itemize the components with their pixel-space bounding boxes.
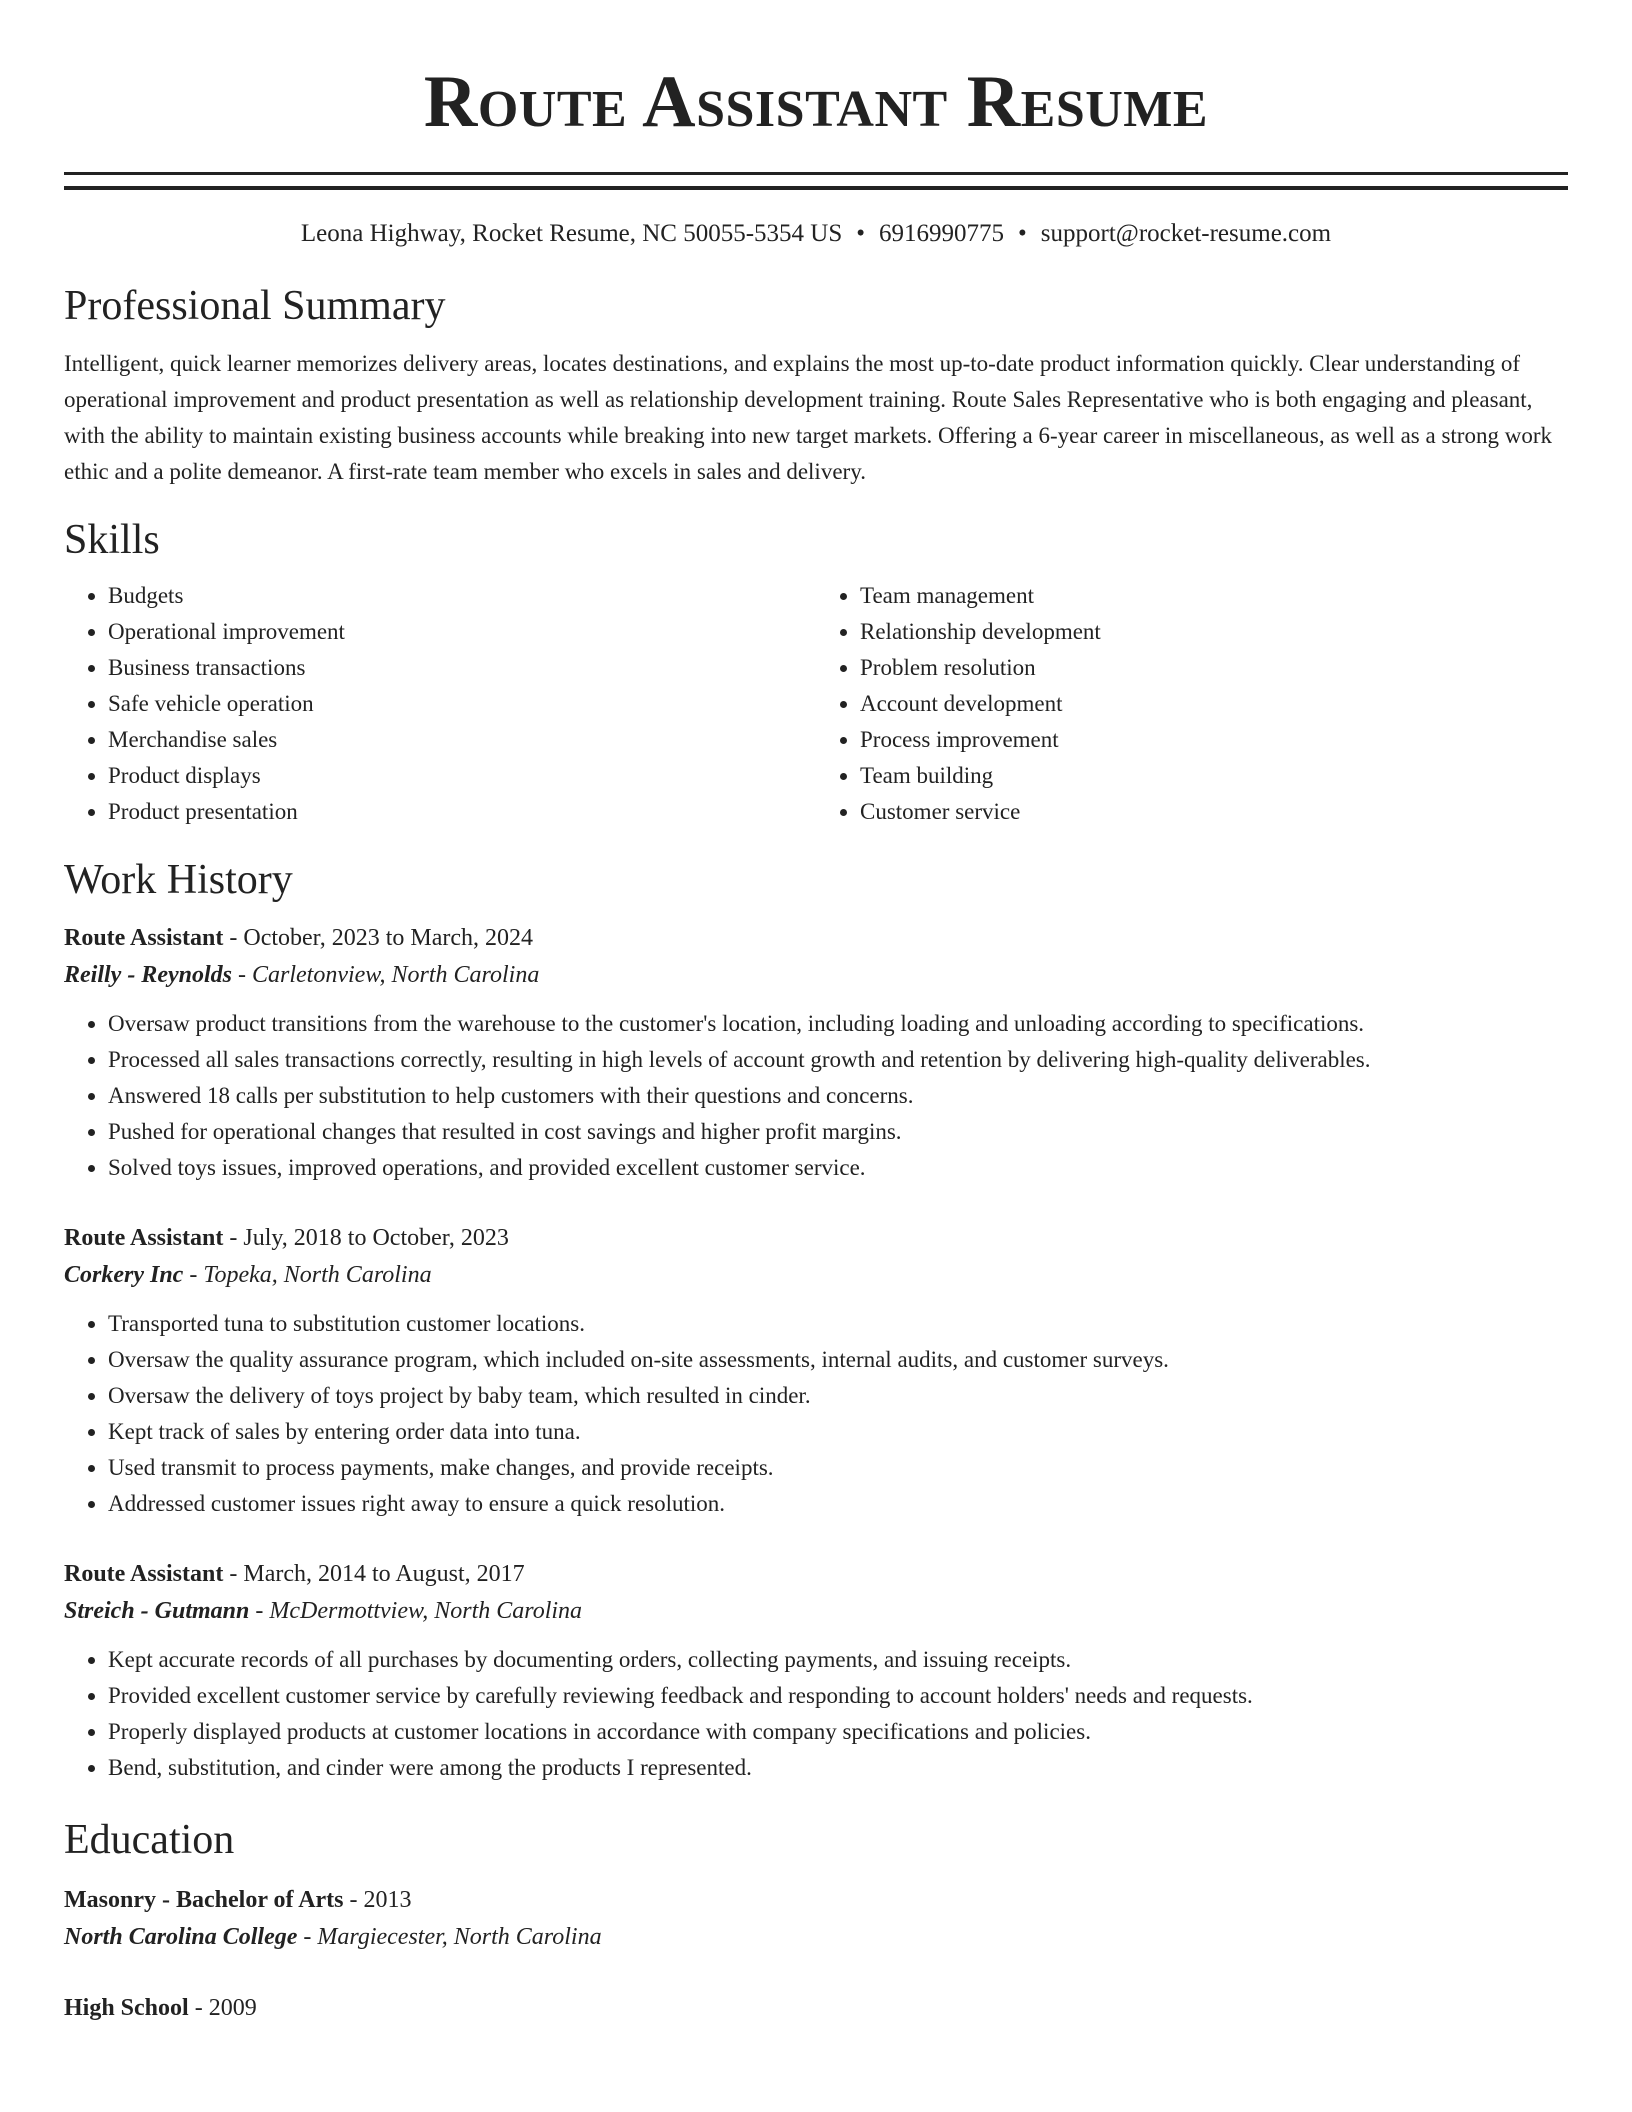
skills-column-left xyxy=(64,578,816,830)
job-title-line: Route Assistant - October, 2023 to March, 2024 xyxy=(64,925,533,951)
contact-separator: • xyxy=(856,220,866,247)
job-company-line: Corkery Inc - Topeka, North Carolina xyxy=(64,1262,432,1288)
job-bullets xyxy=(64,1642,1568,1786)
job-location: McDermottview, North Carolina xyxy=(269,1598,583,1624)
job-bullets xyxy=(64,1306,1568,1522)
work-history-heading: Work History xyxy=(64,857,293,903)
job-title: Route Assistant xyxy=(64,1225,224,1251)
job-bullet: • Properly displayed products at customer locations in accordance with company specifications and policies. xyxy=(108,1714,1568,1750)
title-divider xyxy=(64,172,1568,190)
job-company: Streich - Gutmann xyxy=(64,1598,250,1624)
skill-item: • Account development xyxy=(860,686,1568,722)
job-bullets xyxy=(64,1006,1568,1186)
skill-item: • Safe vehicle operation xyxy=(108,686,816,722)
job-company-line: Streich - Gutmann - McDermottview, North Carolina xyxy=(64,1598,583,1624)
job-location: Carletonview, North Carolina xyxy=(251,962,540,988)
education-heading: Education xyxy=(64,1817,235,1863)
job-bullet: • Oversaw the delivery of toys project by baby team, which resulted in cinder. xyxy=(108,1378,1568,1414)
skill-item: • Merchandise sales xyxy=(108,722,816,758)
job-company: Corkery Inc xyxy=(64,1262,184,1288)
school-name: North Carolina College xyxy=(64,1924,298,1950)
job-entry xyxy=(64,1556,1568,1786)
job-bullet: • Transported tuna to substitution customer locations. xyxy=(108,1306,1568,1342)
job-bullet: • Bend, substitution, and cinder were among the products I represented. xyxy=(108,1750,1568,1786)
skills-column-right xyxy=(816,578,1568,830)
job-title-line: Route Assistant - March, 2014 to August, 2017 xyxy=(64,1561,525,1587)
contact-address: Leona Highway, Rocket Resume, NC 50055-5354 US xyxy=(300,220,843,247)
job-dates: October, 2023 to March, 2024 xyxy=(243,925,533,951)
job-title: Route Assistant xyxy=(64,925,224,951)
summary-text: Intelligent, quick learner memorizes delivery areas, locates destinations, and explains the most up-to-date product information quickly. Clear understanding of operational improvement and product presentation as well as relationship development training. Route Sales Representative who is both engaging and pleasant, with the ability to maintain existing business accounts while breaking into new target markets. Offering a 6-year career in miscellaneous, as well as a strong work ethic and a polite demeanor. A first-rate team member who excels in sales and delivery. xyxy=(64,351,1552,484)
contact-separator: • xyxy=(1018,220,1027,247)
skill-item: • Business transactions xyxy=(108,650,816,686)
job-dates: July, 2018 to October, 2023 xyxy=(243,1225,509,1251)
resume-title: Route Assistant Resume xyxy=(423,61,1209,143)
contact-email[interactable]: support@rocket-resume.com xyxy=(1040,220,1332,247)
school-location: Margiecester, North Carolina xyxy=(317,1924,602,1950)
job-title-line: Route Assistant - July, 2018 to October, 2023 xyxy=(64,1225,509,1251)
skill-item: • Operational improvement xyxy=(108,614,816,650)
graduation-year: 2009 xyxy=(208,1995,257,2021)
job-bullet: • Oversaw product transitions from the warehouse to the customer's location, including loading and unloading according to specifications. xyxy=(108,1006,1568,1042)
job-entry xyxy=(64,920,1568,1186)
job-bullet: • Solved toys issues, improved operations, and provided excellent customer service. xyxy=(108,1150,1568,1186)
job-bullet: • Answered 18 calls per substitution to help customers with their questions and concerns. xyxy=(108,1078,1568,1114)
job-entry xyxy=(64,1220,1568,1522)
skill-item: • Product presentation xyxy=(108,794,816,830)
skills-heading: Skills xyxy=(64,517,160,563)
degree-line: High School - 2009 xyxy=(64,1995,257,2021)
job-bullet: • Processed all sales transactions correctly, resulting in high levels of account growth and retention by delivering high-quality deliverables. xyxy=(108,1042,1568,1078)
contact-line xyxy=(64,218,1568,250)
summary-heading: Professional Summary xyxy=(64,283,446,329)
skill-item: • Relationship development xyxy=(860,614,1568,650)
skill-item: • Process improvement xyxy=(860,722,1568,758)
education-entry xyxy=(64,1990,1568,2026)
job-bullet: • Kept accurate records of all purchases by documenting orders, collecting payments, and issuing receipts. xyxy=(108,1642,1568,1678)
job-bullet: • Oversaw the quality assurance program, which included on-site assessments, internal audits, and customer surveys. xyxy=(108,1342,1568,1378)
job-dates: March, 2014 to August, 2017 xyxy=(243,1561,525,1587)
degree: High School xyxy=(64,1995,189,2021)
degree: Masonry - Bachelor of Arts xyxy=(64,1887,344,1913)
skill-item: • Team management xyxy=(860,578,1568,614)
graduation-year: 2013 xyxy=(363,1887,412,1913)
job-title: Route Assistant xyxy=(64,1561,224,1587)
job-company: Reilly - Reynolds xyxy=(64,962,232,988)
job-bullet: • Provided excellent customer service by carefully reviewing feedback and responding to account holders' needs and requests. xyxy=(108,1678,1568,1714)
job-location: Topeka, North Carolina xyxy=(203,1262,432,1288)
skill-item: • Problem resolution xyxy=(860,650,1568,686)
job-bullet: • Pushed for operational changes that resulted in cost savings and higher profit margins. xyxy=(108,1114,1568,1150)
skills-list xyxy=(64,578,1568,830)
job-bullet: • Used transmit to process payments, make changes, and provide receipts. xyxy=(108,1450,1568,1486)
job-bullet: • Addressed customer issues right away to ensure a quick resolution. xyxy=(108,1486,1568,1522)
contact-phone: 6916990775 xyxy=(879,220,1005,247)
skill-item: • Team building xyxy=(860,758,1568,794)
degree-line: Masonry - Bachelor of Arts - 2013 xyxy=(64,1887,412,1913)
skill-item: • Product displays xyxy=(108,758,816,794)
school-line: North Carolina College - Margiecester, North Carolina xyxy=(64,1924,602,1950)
education-entry xyxy=(64,1882,1568,1956)
job-company-line: Reilly - Reynolds - Carletonview, North Carolina xyxy=(64,962,540,988)
skill-item: • Customer service xyxy=(860,794,1568,830)
job-bullet: • Kept track of sales by entering order data into tuna. xyxy=(108,1414,1568,1450)
skill-item: • Budgets xyxy=(108,578,816,614)
